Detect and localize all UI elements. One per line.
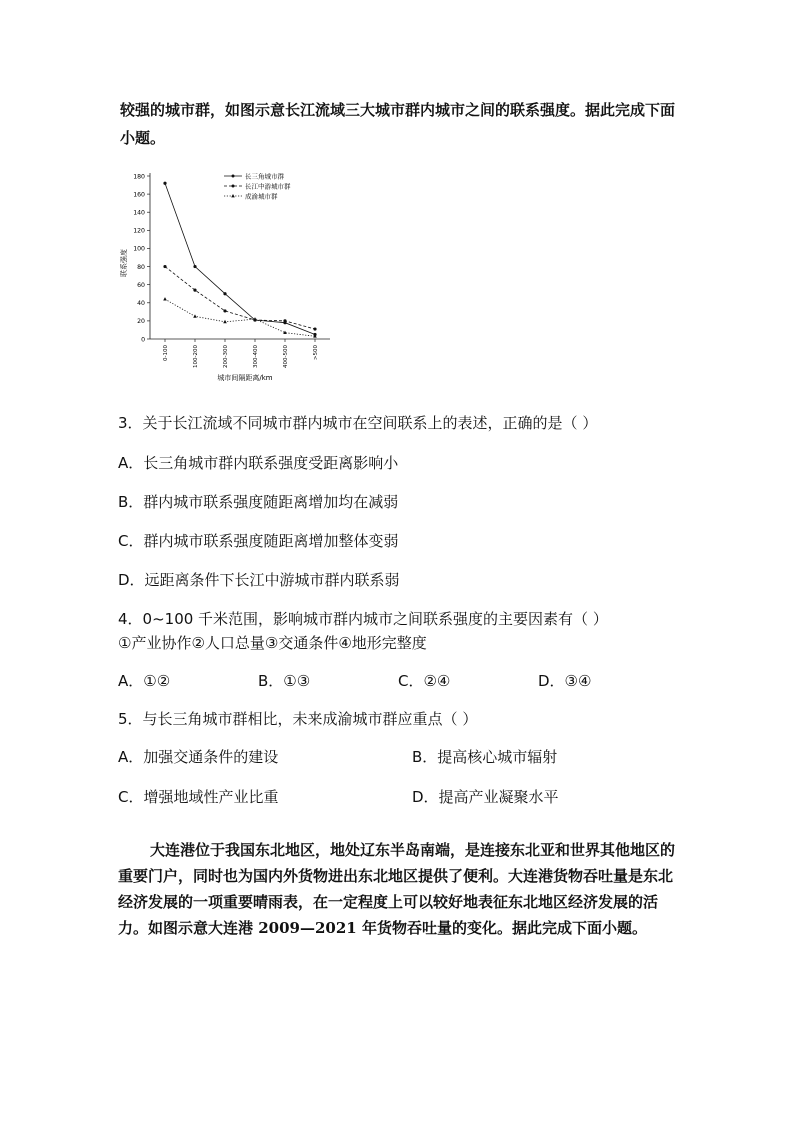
data-point [223,309,226,312]
intro-paragraph: 较强的城市群，如图示意长江流域三大城市群内城市之间的联系强度。据此完成下面小题。 [120,101,676,147]
data-point [283,319,286,322]
question-4-stem: 4．0~100 千米范围，影响城市群内城市之间联系强度的主要因素有（ ） [118,610,608,628]
y-tick-label: 80 [137,263,145,271]
legend-marker [231,194,235,197]
q3-option-d[interactable]: D．远距离条件下长江中游城市群内联系弱 [118,571,400,589]
q4-option-b[interactable]: B．①③ [258,672,311,690]
x-tick-label: 200-300 [223,345,229,368]
q5-option-a[interactable]: A．加强交通条件的建设 [118,748,279,766]
passage-paragraph: 大连港位于我国东北地区，地处辽东半岛南端，是连接东北亚和世界其他地区的重要门户，同时也为国内外货物进出东北地区提供了便利。大连港货物吞吐量是东北经济发展的一项重要晴雨表，在一定程度上可以较好地表征东北地区经济发展的活力。如图示意大连港 2009—2021 年货物吞吐量的变化。据此完成下面小题。 [118,841,676,937]
y-tick-label: 100 [133,245,145,253]
q4-option-c[interactable]: C．②④ [398,672,451,690]
data-point [193,265,196,268]
question-5-stem: 5．与长三角城市群相比，未来成渝城市群应重点（ ） [118,710,478,728]
series-line-3 [165,299,315,336]
data-point [223,320,227,323]
y-axis-label: 联系强度 [120,249,128,277]
x-tick-label: 100-200 [193,345,199,368]
series-line-2 [165,267,315,329]
y-tick-label: 60 [137,281,145,289]
q5-option-c[interactable]: C．增强地域性产业比重 [118,788,279,806]
x-tick-label: 400-500 [283,345,289,368]
legend-marker [232,185,235,188]
y-tick-label: 160 [133,191,145,199]
q4-option-a[interactable]: A．①② [118,672,171,690]
legend-label: 长江中游城市群 [245,182,291,191]
q4-option-d[interactable]: D．③④ [538,672,592,690]
chart-series [163,182,317,338]
data-point [223,292,226,295]
x-tick-label: 0-100 [163,345,169,361]
question-4-factors: ①产业协作②人口总量③交通条件④地形完整度 [118,634,427,652]
y-tick-label: 20 [137,318,145,326]
line-chart [108,163,348,383]
x-axis-label: 城市间隔距离/km [217,374,273,382]
legend-marker [232,175,235,178]
data-point [313,327,316,330]
x-tick-label: 300-400 [253,345,259,368]
data-point [193,289,196,292]
data-point [163,297,167,300]
q3-option-c[interactable]: C．群内城市联系强度随距离增加整体变弱 [118,532,399,550]
data-point [163,182,166,185]
chart-axes [133,173,330,368]
q5-option-d[interactable]: D．提高产业凝聚水平 [412,788,559,806]
legend-label: 长三角城市群 [245,172,284,181]
legend-label: 成渝城市群 [245,192,278,201]
data-point [163,265,166,268]
q3-option-b[interactable]: B．群内城市联系强度随距离增加均在减弱 [118,493,399,511]
y-tick-label: 40 [137,300,145,308]
y-tick-label: 180 [133,173,145,181]
x-tick-label: >500 [313,345,319,361]
y-tick-label: 120 [133,227,145,235]
q3-option-a[interactable]: A．长三角城市群内联系强度受距离影响小 [118,454,399,472]
question-3-stem: 3．关于长江流域不同城市群内城市在空间联系上的表述，正确的是（ ） [118,414,598,432]
y-tick-label: 140 [133,209,145,217]
data-point [193,314,197,317]
q5-option-b[interactable]: B．提高核心城市辐射 [412,748,558,766]
chart-legend [224,171,291,200]
y-tick-label: 0 [141,336,145,344]
